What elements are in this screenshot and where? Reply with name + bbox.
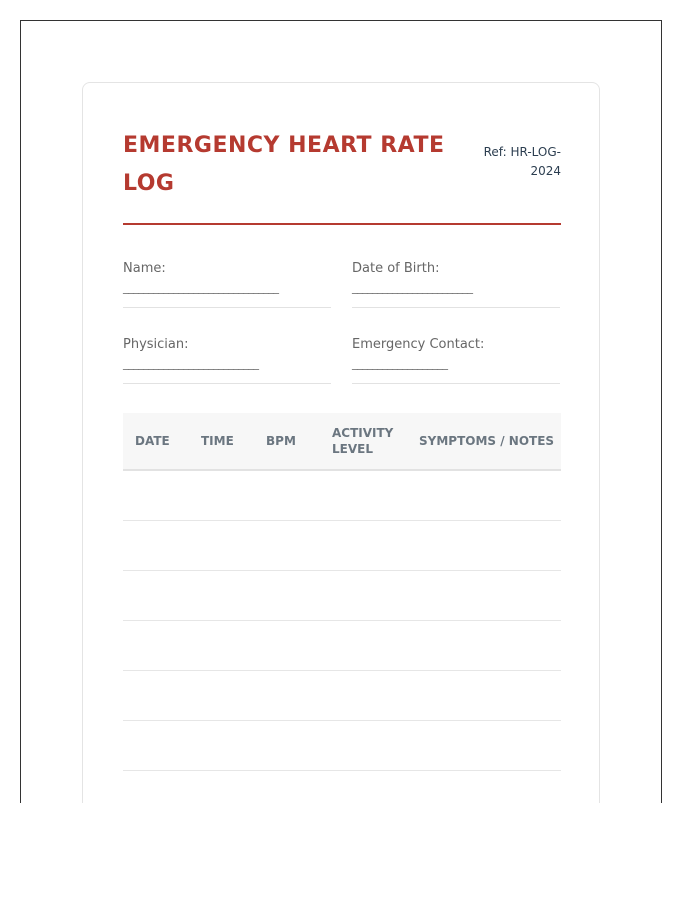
column-header-bpm: BPM [266, 434, 296, 448]
table-row[interactable] [123, 571, 561, 621]
column-header-activity-level: ACTIVITY LEVEL [332, 426, 394, 456]
table-row[interactable] [123, 671, 561, 721]
table-row[interactable] [123, 721, 561, 771]
emergency-contact-label: Emergency Contact: [352, 337, 485, 352]
name-label: Name: [123, 261, 166, 276]
log-card [82, 82, 600, 803]
column-header-symptoms-notes: SYMPTOMS / NOTES [419, 434, 555, 448]
physician-blank-line: ___________________________ [123, 356, 258, 370]
column-header-date: DATE [135, 434, 170, 448]
name-blank-line: _______________________________ [123, 280, 278, 294]
table-row[interactable] [123, 621, 561, 671]
document-title: EMERGENCY HEART RATE LOG [123, 133, 445, 196]
physician-field[interactable] [123, 337, 331, 384]
table-header-row [123, 413, 561, 471]
date-of-birth-label: Date of Birth: [352, 261, 440, 276]
heart-rate-log-table [123, 413, 561, 771]
physician-label: Physician: [123, 337, 189, 352]
table-row[interactable] [123, 471, 561, 521]
reference-number: Ref: HR-LOG-2024 [483, 145, 561, 178]
column-header-time: TIME [201, 434, 234, 448]
emergency-contact-field[interactable] [352, 337, 560, 384]
emergency-contact-blank-line: ___________________ [352, 356, 447, 370]
date-of-birth-blank-line: ________________________ [352, 280, 472, 294]
date-of-birth-field[interactable] [352, 261, 560, 308]
document-header [123, 127, 561, 225]
page-sheet [20, 20, 662, 803]
table-body [123, 471, 561, 771]
table-row[interactable] [123, 521, 561, 571]
name-field[interactable] [123, 261, 331, 308]
